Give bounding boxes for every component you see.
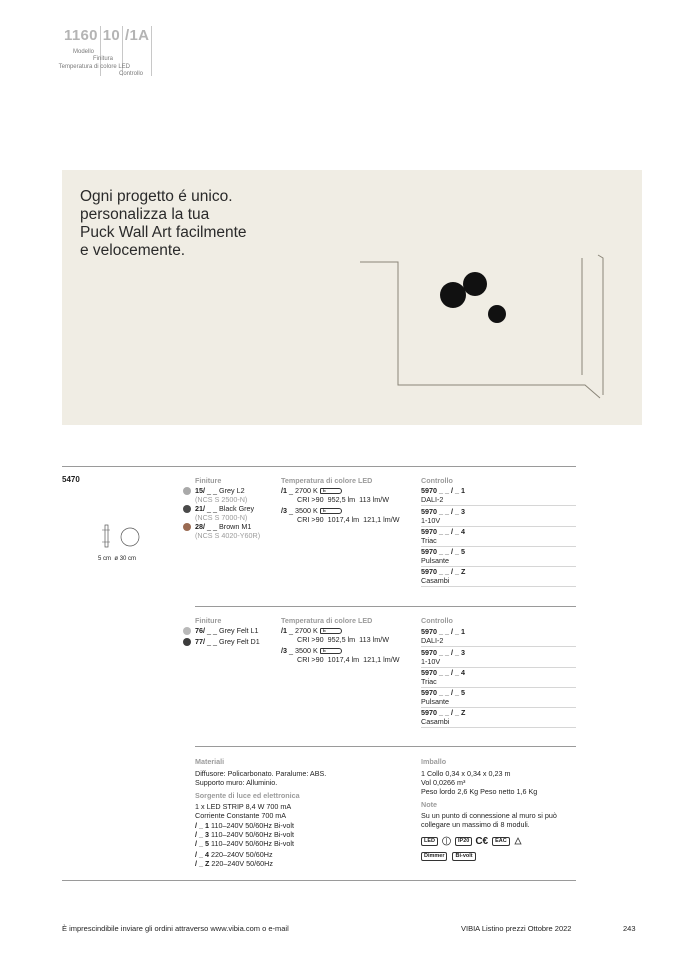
temp-cri: CRI >90 — [297, 515, 324, 524]
control-code: 5970 — [421, 507, 437, 516]
finish-name: Black Grey — [219, 504, 255, 514]
voltage-code: / _ Z — [195, 859, 210, 868]
temp-kelvin: 2700 K — [295, 626, 318, 635]
dimmer-badge: Dimmer — [421, 852, 447, 861]
control-name: Triac — [421, 677, 437, 686]
legend-model: Modello — [72, 49, 94, 55]
energy-class-icon: E — [320, 488, 342, 494]
control-header: Controllo — [421, 476, 453, 485]
source-header: Sorgente di luce ed elettronica — [195, 791, 300, 800]
finish-name: Grey Felt L1 — [219, 626, 259, 635]
control-item[interactable] — [421, 486, 576, 504]
control-suffix: _ _ / _ 5 — [439, 547, 465, 556]
finish-code: 15/ — [195, 486, 205, 495]
control-name: DALI-2 — [421, 495, 444, 504]
legend-finish: Finitura — [92, 56, 113, 62]
energy-class-icon: E — [320, 648, 342, 654]
eac-badge: EAC — [492, 837, 510, 846]
control-list — [421, 486, 576, 586]
recycle-icon — [513, 836, 522, 846]
dim-diameter: ø 30 cm — [114, 556, 137, 562]
footer-title: VIBIA Listino prezzi Ottobre 2022 — [461, 924, 572, 933]
control-name: 1-10V — [421, 516, 441, 525]
section-rule — [62, 880, 576, 881]
control-name: Pulsante — [421, 697, 449, 706]
source-line: Corriente Constante 700 mA — [195, 811, 287, 820]
code-model: 1160 — [64, 27, 98, 44]
temp-cri: CRI >90 — [297, 635, 324, 644]
finish-name: Grey L2 — [219, 486, 245, 495]
temp-efficacy: 113 lm/W — [359, 495, 389, 504]
temp-kelvin: 2700 K — [295, 486, 318, 495]
dimmable-icon — [441, 836, 452, 846]
hero-headline — [80, 188, 280, 260]
finish-item[interactable] — [183, 626, 278, 635]
voltage-value: 220–240V 50/60Hz — [211, 859, 273, 868]
code-temp: /1A — [125, 27, 150, 44]
control-code: 5970 — [421, 627, 437, 636]
color-swatch — [183, 505, 191, 513]
voltage-item — [195, 821, 410, 830]
temp-header: Temperatura di colore LED — [281, 476, 373, 485]
control-code: 5970 — [421, 527, 437, 536]
control-name: Pulsante — [421, 556, 449, 565]
ip20-badge: IP20 — [455, 837, 472, 846]
control-code: 5970 — [421, 547, 437, 556]
section-rule — [62, 466, 576, 467]
control-item[interactable] — [421, 527, 576, 545]
finish-item[interactable] — [183, 522, 278, 540]
control-suffix: _ _ / _ 5 — [439, 688, 465, 697]
product-code: 5470 — [62, 475, 80, 484]
temp-kelvin: 3500 K — [295, 506, 318, 515]
control-item[interactable] — [421, 688, 576, 706]
dim-depth: 5 cm — [98, 556, 112, 562]
legend-control: Controllo — [118, 71, 143, 77]
color-swatch — [183, 523, 191, 531]
finish-code: 77/ — [195, 637, 205, 647]
bivolt-badge: Bi-volt — [452, 852, 475, 861]
control-suffix: _ _ / _ Z — [439, 708, 466, 717]
hero-line: Puck Wall Art facilmente — [80, 224, 247, 241]
control-item[interactable] — [421, 648, 576, 666]
finish-item[interactable] — [183, 486, 278, 504]
control-suffix: _ _ / _ 4 — [439, 527, 465, 536]
temp-sep: _ — [289, 646, 293, 655]
control-suffix: _ _ / _ 3 — [439, 648, 465, 657]
temp-sep: _ — [289, 626, 293, 635]
page-number: 243 — [623, 924, 636, 933]
temp-lumen: 952,5 lm — [327, 495, 356, 504]
control-code: 5970 — [421, 708, 437, 717]
control-suffix: _ _ / _ 1 — [439, 627, 465, 636]
voltage-item — [195, 850, 410, 859]
color-swatch — [183, 487, 191, 495]
led-badge: LED — [421, 837, 438, 846]
finish-sep: _ _ — [207, 486, 217, 495]
control-suffix: _ _ / _ Z — [439, 567, 466, 576]
voltage-code: / _ 4 — [195, 850, 209, 859]
voltage-item — [195, 830, 410, 839]
control-list — [421, 627, 576, 727]
finish-name: Grey Felt D1 — [219, 637, 260, 647]
temp-sep: _ — [289, 486, 293, 495]
notes-header: Note — [421, 800, 437, 809]
hero-line: e velocemente. — [80, 242, 186, 259]
voltage-value: 220–240V 50/60Hz — [211, 850, 273, 859]
finish-item[interactable] — [183, 504, 278, 522]
control-suffix: _ _ / _ 1 — [439, 486, 465, 495]
footer-note: È imprescindibile inviare gli ordini attraverso www.vibia.com o e-mail — [62, 924, 289, 933]
finish-item[interactable] — [183, 637, 278, 646]
finish-header: Finiture — [195, 476, 222, 485]
control-suffix: _ _ / _ 4 — [439, 668, 465, 677]
temp-code: /1 — [281, 486, 287, 495]
materials-block — [195, 757, 410, 868]
temp-code: /3 — [281, 646, 287, 655]
dimensions — [98, 555, 136, 564]
finish-ncs: (NCS S 2500-N) — [195, 495, 248, 505]
temp-lumen: 1017,4 lm — [327, 515, 360, 524]
control-item[interactable] — [421, 567, 576, 585]
finish-sep: _ _ — [207, 626, 217, 635]
voltage-item — [195, 839, 410, 848]
finish-sep: _ _ — [207, 504, 217, 514]
control-header: Controllo — [421, 616, 453, 625]
voltage-value: 110–240V 50/60Hz Bi-volt — [211, 839, 294, 848]
packing-header: Imballo — [421, 757, 447, 766]
product-illustration — [355, 250, 615, 400]
control-code: 5970 — [421, 648, 437, 657]
temp-item[interactable] — [281, 626, 416, 644]
temp-lumen: 952,5 lm — [327, 635, 356, 644]
voltage-value: 110–240V 50/60Hz Bi-volt — [211, 830, 294, 839]
packing-line: 1 Collo 0,34 x 0,34 x 0,23 m — [421, 769, 511, 778]
divider — [151, 26, 152, 76]
control-item[interactable] — [421, 547, 576, 565]
temp-item[interactable] — [281, 506, 416, 524]
finish-list — [183, 486, 278, 540]
temp-sep: _ — [289, 506, 293, 515]
temp-lumen: 1017,4 lm — [327, 655, 360, 664]
voltage-code: / _ 5 — [195, 839, 209, 848]
control-item[interactable] — [421, 627, 576, 645]
packing-line: Vol 0,0266 m³ — [421, 778, 466, 787]
cert-row — [421, 836, 581, 846]
notes-line: Su un punto di connessione al muro si può — [421, 811, 557, 820]
color-swatch — [183, 627, 191, 635]
temp-header: Temperatura di colore LED — [281, 616, 373, 625]
hero-line: personalizza la tua — [80, 206, 210, 223]
materials-line: Diffusore: Policarbonato. Paralume: ABS. — [195, 769, 327, 778]
product-drawing — [96, 522, 146, 554]
control-name: DALI-2 — [421, 636, 444, 645]
packing-line: Peso lordo 2,6 Kg Peso netto 1,6 Kg — [421, 787, 538, 796]
cert-row — [421, 850, 581, 861]
voltage-value: 110–240V 50/60Hz Bi-volt — [211, 821, 294, 830]
control-name: Casambi — [421, 576, 450, 585]
control-name: Casambi — [421, 717, 450, 726]
temp-efficacy: 121,1 lm/W — [363, 655, 400, 664]
temp-item[interactable] — [281, 486, 416, 504]
control-item[interactable] — [421, 708, 576, 726]
voltage-code: / _ 3 — [195, 830, 209, 839]
control-item[interactable] — [421, 507, 576, 525]
finish-ncs: (NCS S 7000-N) — [195, 513, 248, 523]
temp-efficacy: 113 lm/W — [359, 635, 389, 644]
temp-item[interactable] — [281, 646, 416, 664]
finish-sep: _ _ — [207, 522, 217, 532]
finish-sep: _ _ — [207, 637, 217, 647]
materials-line: Supporto muro: Alluminio. — [195, 778, 278, 787]
energy-class-icon: E — [320, 508, 342, 514]
notes-line: collegare un massimo di 8 moduli. — [421, 820, 530, 829]
temp-kelvin: 3500 K — [295, 646, 318, 655]
temp-code: /1 — [281, 626, 287, 635]
control-code: 5970 — [421, 688, 437, 697]
control-item[interactable] — [421, 668, 576, 686]
temp-code: /3 — [281, 506, 287, 515]
control-code: 5970 — [421, 668, 437, 677]
color-swatch — [183, 638, 191, 646]
finish-code: 21/ — [195, 504, 205, 514]
section-rule — [195, 746, 576, 747]
control-code: 5970 — [421, 567, 437, 576]
legend-temp: Temperatura di colore LED — [58, 64, 130, 70]
control-name: 1-10V — [421, 657, 441, 666]
packing-block — [421, 757, 581, 861]
code-legend — [62, 26, 152, 48]
ce-mark-icon: C€ — [475, 835, 489, 847]
finish-list — [183, 626, 278, 646]
voltage-code: / _ 1 — [195, 821, 209, 830]
finish-code: 28/ — [195, 522, 205, 532]
finish-ncs: (NCS S 4020-Y60R) — [195, 531, 261, 541]
source-line: 1 x LED STRIP 8,4 W 700 mA — [195, 802, 292, 811]
control-code: 5970 — [421, 486, 437, 495]
temp-list — [281, 626, 416, 664]
finish-code: 76/ — [195, 626, 205, 635]
voltage-item — [195, 859, 410, 868]
temp-cri: CRI >90 — [297, 495, 324, 504]
code-finish: 10 — [102, 27, 121, 44]
temp-list — [281, 486, 416, 524]
temp-cri: CRI >90 — [297, 655, 324, 664]
temp-efficacy: 121,1 lm/W — [363, 515, 400, 524]
finish-header: Finiture — [195, 616, 222, 625]
control-suffix: _ _ / _ 3 — [439, 507, 465, 516]
energy-class-icon: E — [320, 628, 342, 634]
materials-header: Materiali — [195, 757, 225, 766]
control-name: Triac — [421, 536, 437, 545]
finish-name: Brown M1 — [219, 522, 252, 532]
section-rule — [195, 606, 576, 607]
hero-line: Ogni progetto é unico. — [80, 188, 233, 205]
